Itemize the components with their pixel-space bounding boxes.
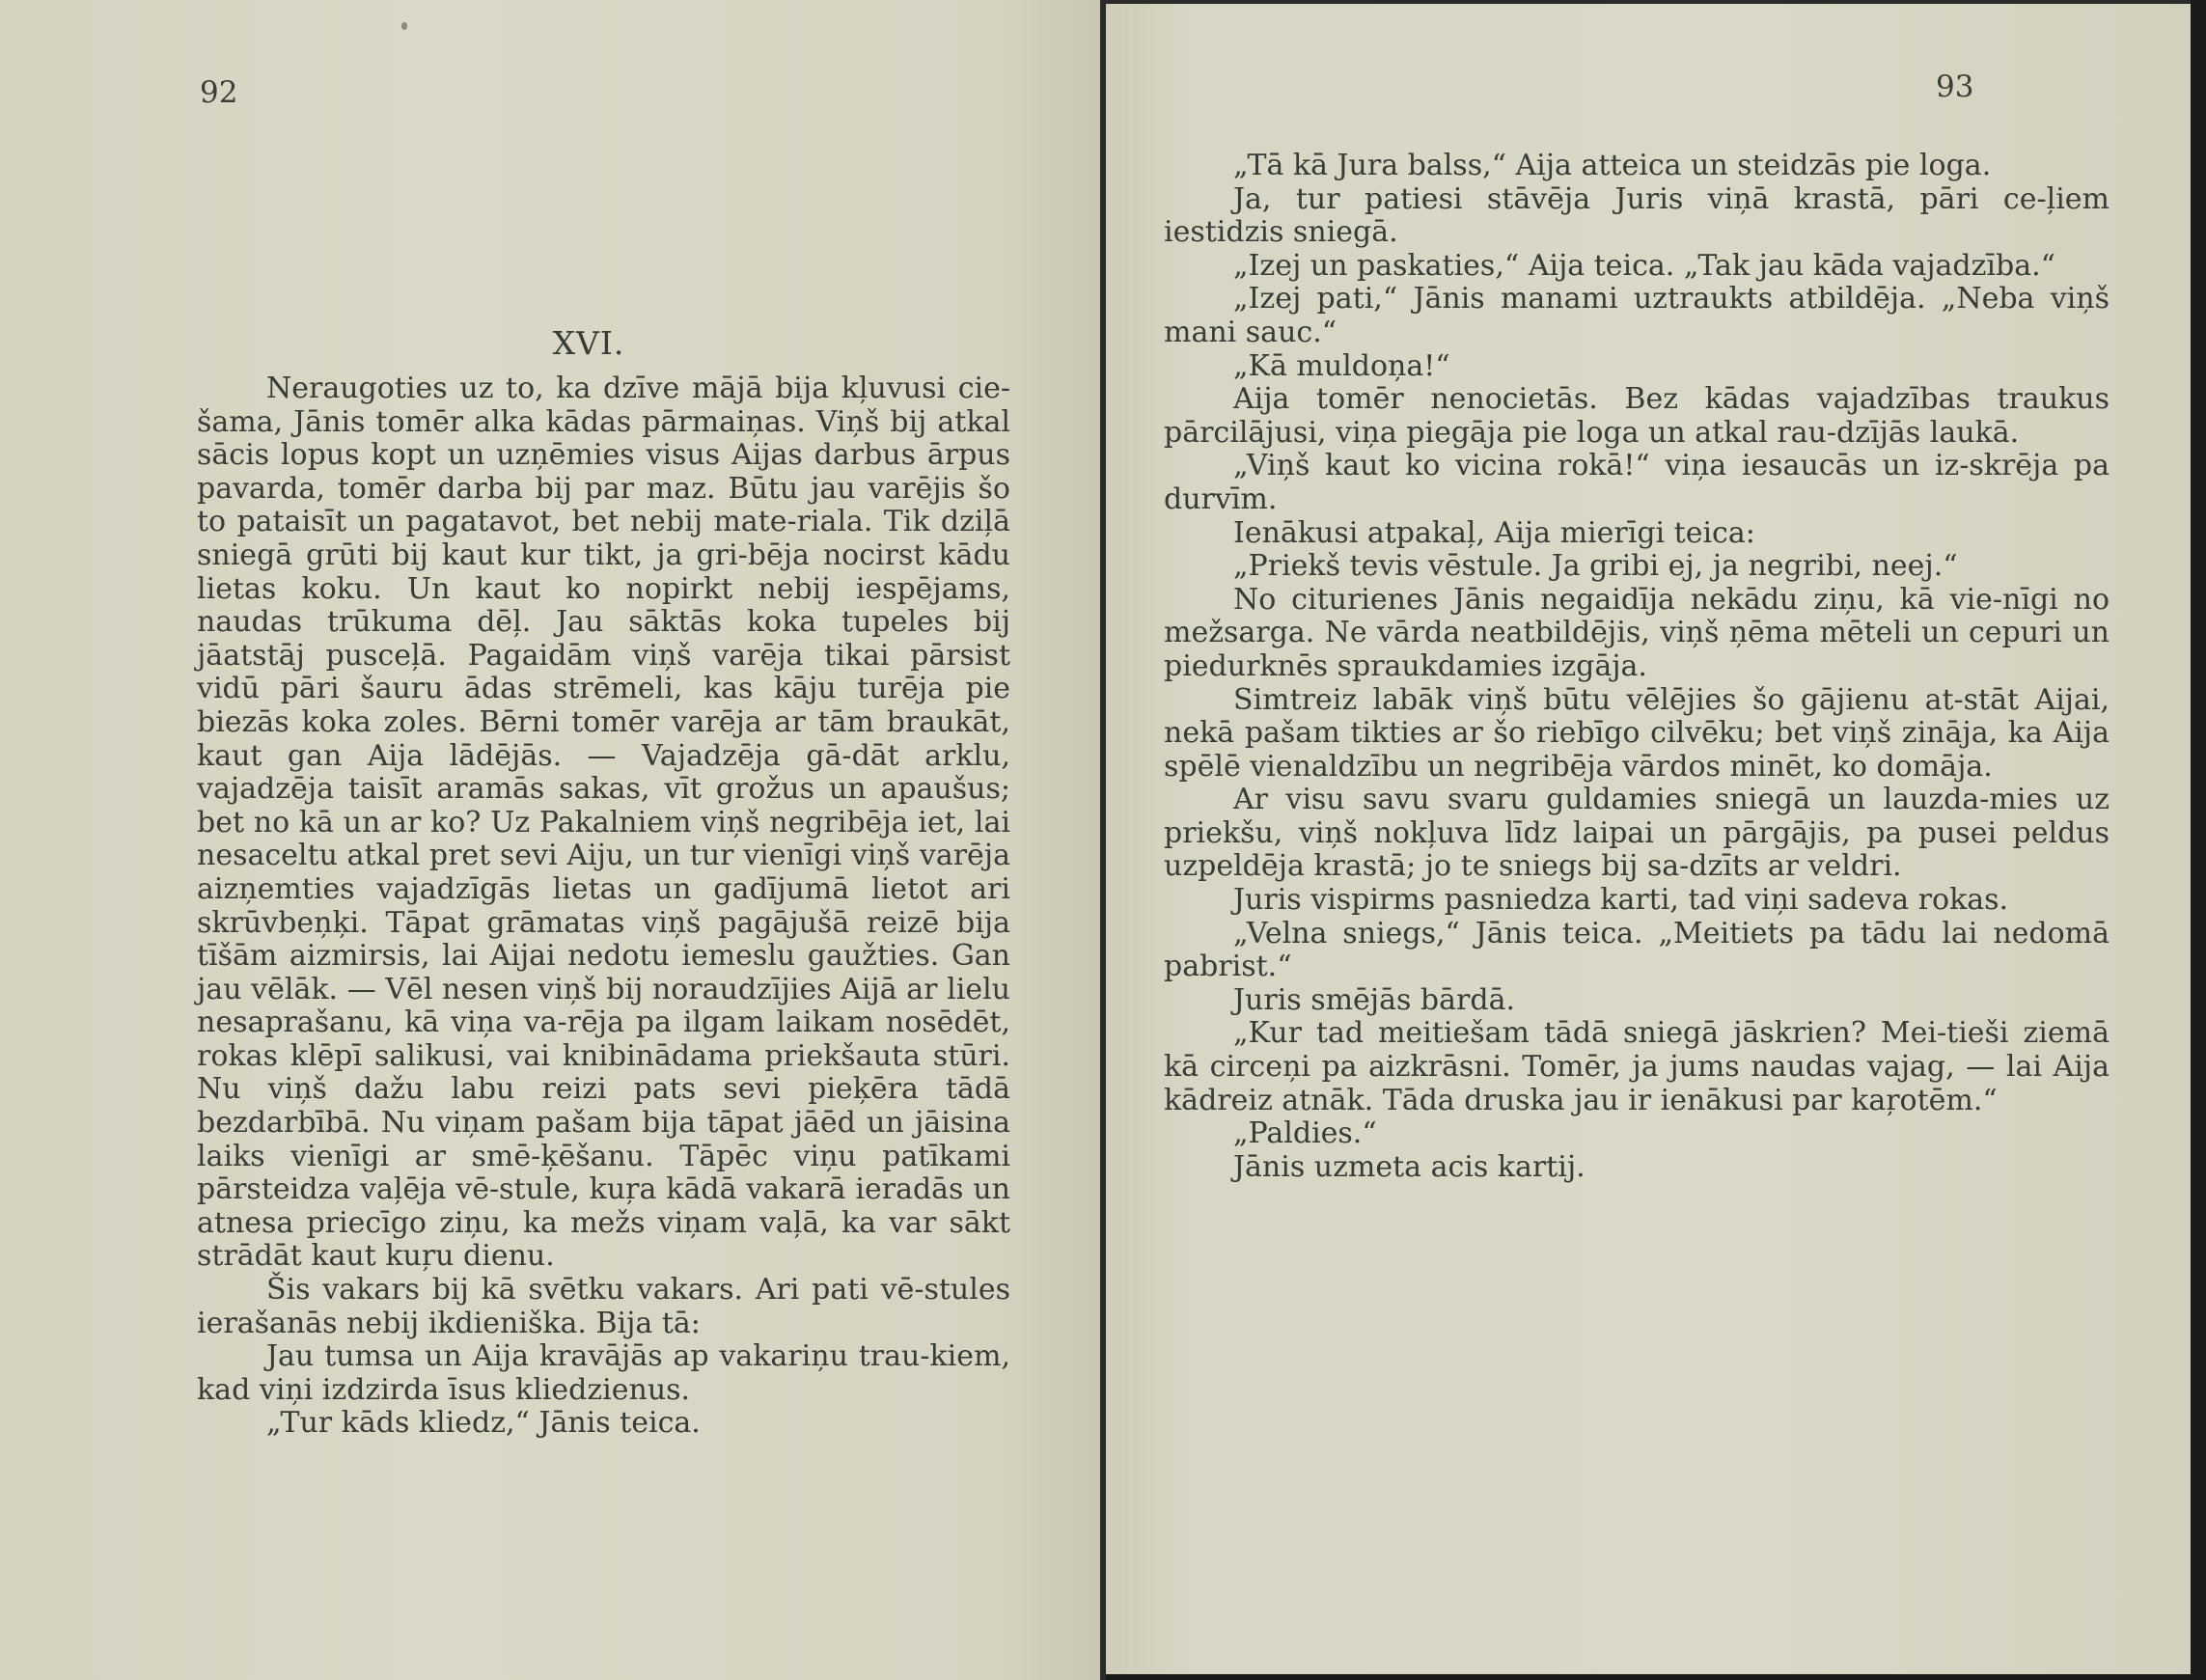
right-page: [1106, 0, 2191, 1674]
paragraph: Simtreiz labāk viņš būtu vēlējies šo gājienu at-stāt Aijai, nekā pašam tikties ar šo riebīgo cilvēku; bet viņš zināja, ka Aija spēlē vienaldzību un negribēja vārdos minēt, ko domāja.: [1164, 682, 2109, 784]
paragraph: „Kā muldoņa!“: [1233, 348, 1450, 383]
paper-speck: [401, 22, 407, 30]
right-page-text: [1164, 150, 2109, 1184]
paragraph: „Velna sniegs,“ Jānis teica. „Meitiets pa tādu lai nedomā pabrist.“: [1164, 916, 2109, 984]
paragraph: No citurienes Jānis negaidīja nekādu ziņu, kā vie-nīgi no mežsarga. Ne vārda neatbildējis, viņš ņēma mēteli un cepuri un piedurknēs spraukdamies izgāja.: [1164, 582, 2109, 683]
paragraph: „Priekš tevis vēstule. Ja gribi ej, ja negribi, neej.“: [1233, 549, 1958, 584]
paragraph: Jānis uzmeta acis kartij.: [1233, 1149, 1586, 1184]
paragraph: Ienākusi atpakaļ, Aija mierīgi teica:: [1233, 515, 1755, 550]
left-page: [0, 0, 1100, 1680]
paragraph: „Tā kā Jura balss,“ Aija atteica un steidzās pie loga.: [1233, 149, 1992, 182]
paragraph: „Kur tad meitiešam tādā sniegā jāskrien? Mei-tieši ziemā kā circeņi pa aizkrāsni. Tomēr, ja jums naudas vajag, — lai Aija kādreiz atnāk. Tāda druska jau ir ienākusi par kaŗotēm.“: [1164, 1016, 2109, 1117]
paragraph: Ja, tur patiesi stāvēja Juris viņā krastā, pāri ce-ļiem iestidzis sniegā.: [1164, 181, 2109, 250]
page-number-left: 92: [200, 75, 238, 110]
paragraph: „Viņš kaut ko vicina rokā!“ viņa iesaucās un iz-skrēja pa durvīm.: [1164, 449, 2109, 516]
paragraph: „Tur kāds kliedz,“ Jānis teica.: [266, 1406, 701, 1441]
page-number-right: 93: [1936, 69, 1974, 104]
paragraph: Šis vakars bij kā svētku vakars. Ari pati vē-stules ierašanās nebij ikdieniška. Bija tā:: [197, 1273, 1010, 1340]
paragraph: Neraugoties uz to, ka dzīve mājā bija kļuvusi cie-šama, Jānis tomēr alka kādas pārmaiņas. Viņš bij atkal sācis lopus kopt un uzņēmies visus Aijas darbus ārpus pavarda, tomēr darba bij par maz. Būtu jau varējis šo to pataisīt un pagatavot, bet nebij mate-riala. Tik dziļā sniegā grūti bij kaut kur tikt, ja gri-bēja nocirst kādu lietas koku. Un kaut ko nopirkt nebij iespējams, naudas trūkuma dēļ. Jau sāktās koka tupeles bij jāatstāj pusceļā. Pagaidām viņš varēja tikai pārsist vidū pāri šauru ādas strēmeli, kas kāju turēja pie biezās koka zoles. Bērni tomēr varēja ar tām braukāt, kaut gan Aija lādējās. — Vajadzēja gā-dāt arklu, vajadzēja taisīt aramās sakas, vīt grožus un apaušus; bet no kā un ar ko? Uz Pakalniem viņš negribēja iet, lai nesaceltu atkal pret sevi Aiju, un tur vienīgi viņš varēja aizņemties vajadzīgās lietas un gadījumā lietot ari skrūvbeņķi. Tāpat grāmatas viņš pagājušā reizē bija tīšām aizmirsis, lai Aijai nedotu iemeslu gaužties. Gan jau vēlāk. — Vēl nesen viņš bij noraudzījies Aijā ar lielu nesaprašanu, kā viņa va-rēja pa ilgam laikam nosēdēt, rokas klēpī salikusi, vai knibinādama priekšauta stūri. Nu viņš dažu labu reizi pats sevi pieķēra tādā bezdarbībā. Nu viņam pašam bija tāpat jāēd un jāisina laiks vienīgi ar smē-ķēšanu. Tāpēc viņu patīkami pārsteidza vaļēja vē-stule, kuŗa kādā vakarā ieradās un atnesa priecīgo ziņu, ka mežs viņam vaļā, ka var sākt strādāt kaut kuŗu dienu.: [197, 372, 1010, 1274]
paragraph: Juris smējās bārdā.: [1233, 982, 1515, 1017]
chapter-heading: XVI.: [552, 324, 625, 362]
paragraph: Aija tomēr nenocietās. Bez kādas vajadzības traukus pārcilājusi, viņa piegāja pie loga un atkal rau-dzījās laukā.: [1164, 382, 2109, 450]
paragraph: Jau tumsa un Aija kravājās ap vakariņu trau-kiem, kad viņi izdzirda īsus kliedzienus.: [197, 1339, 1010, 1407]
paragraph: „Izej pati,“ Jānis manami uztraukts atbildēja. „Neba viņš mani sauc.“: [1164, 282, 2109, 349]
paragraph: Ar visu savu svaru guldamies sniegā un lauzda-mies uz priekšu, viņš nokļuva līdz laipai un pārgājis, pa pusei peldus uzpeldēja krastā; jo te sniegs bij sa-dzīts ar veldri.: [1164, 783, 2109, 884]
paragraph: Juris vispirms pasniedza karti, tad viņi sadeva rokas.: [1233, 883, 2009, 918]
left-page-text: [197, 372, 1010, 1441]
paragraph: „Paldies.“: [1233, 1116, 1377, 1151]
paragraph: „Izej un paskaties,“ Aija teica. „Tak jau kāda vajadzība.“: [1233, 248, 2055, 283]
